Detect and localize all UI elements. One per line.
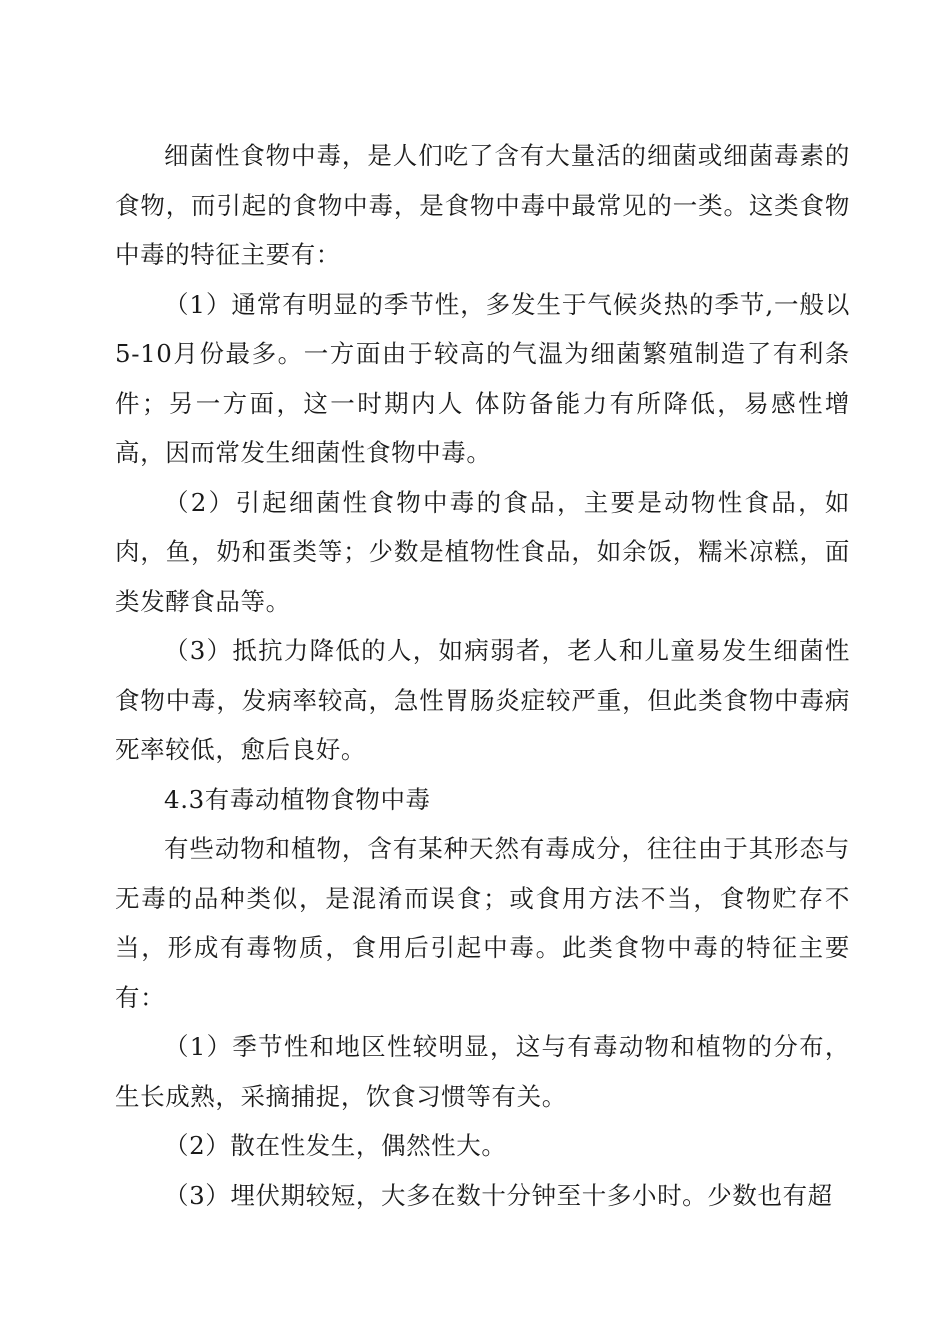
paragraph-bacterial-point-3: （3）抵抗力降低的人，如病弱者，老人和儿童易发生细菌性食物中毒，发病率较高，急性胃肠炎症较严重，但此类食物中毒病死率较低，愈后良好。 — [115, 636, 850, 764]
paragraph-bacterial-intro: 细菌性食物中毒，是人们吃了含有大量活的细菌或细菌毒素的食物，而引起的食物中毒，是食物中毒中最常见的一类。这类食物中毒的特征主要有： — [115, 141, 850, 269]
paragraph-bacterial-point-1: （1）通常有明显的季节性，多发生于气候炎热的季节,一般以5-10月份最多。一方面由于较高的气温为细菌繁殖制造了有利条件；另一方面，这一时期内人 体防备能力有所降低，易感性增高，因而常发生细菌性食物中毒。 — [115, 289, 850, 467]
paragraph-toxic-point-2: （2）散在性发生，偶然性大。 — [164, 1131, 507, 1160]
paragraph-toxic-point-1: （1）季节性和地区性较明显，这与有毒动物和植物的分布，生长成熟，采摘捕捉，饮食习惯等有关。 — [115, 1032, 850, 1111]
paragraph-toxic-intro: 有些动物和植物，含有某种天然有毒成分，往往由于其形态与无毒的品种类似，是混淆而误食；或食用方法不当，食物贮存不当，形成有毒物质，食用后引起中毒。此类食物中毒的特征主要有： — [115, 834, 850, 1012]
paragraph-bacterial-point-2: （2）引起细菌性食物中毒的食品，主要是动物性食品，如肉，鱼，奶和蛋类等；少数是植物性食品，如余饭，糯米凉糕，面类发酵食品等。 — [115, 487, 850, 616]
paragraph-toxic-point-3: （3）埋伏期较短，大多在数十分钟至十多小时。少数也有超 — [164, 1180, 833, 1210]
document-body — [115, 131, 850, 1220]
section-heading: 4.3有毒动植物食物中毒 — [164, 784, 431, 814]
